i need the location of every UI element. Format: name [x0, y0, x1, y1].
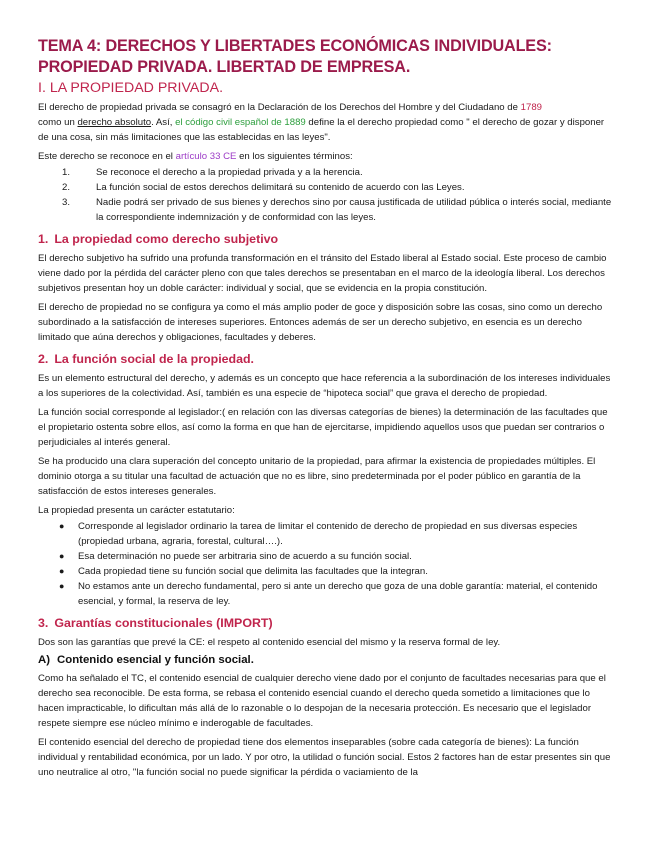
paragraph: Es un elemento estructural del derecho, y además es un concepto que hace referencia a la subordinación de los intereses individuales a los superiores de la colectividad. Así, también es una especie de “hipoteca social” que grava el derecho de propiedad. — [38, 373, 611, 399]
bullet-item: ● Cada propiedad tiene su función social que delimita las facultades que la integran. — [59, 566, 428, 577]
paragraph: El contenido esencial del derecho de propiedad tiene dos elementos inseparables (sobre cada categoría de bienes): La función individual y rentabilidad económica, por un lado. Y por otro, la utilidad o función social. Estos 2 factores han de estar presentes sin que uno neutralice al otro, "la función social no puede significar la pérdida o vaciamiento de la — [38, 737, 611, 778]
articulo-33-reference: artículo 33 CE — [175, 151, 237, 162]
document-title — [38, 36, 615, 78]
article-33-list — [38, 165, 615, 225]
paragraph: Como ha señalado el TC, el contenido esencial de cualquier derecho viene dado por el conjunto de facultades necesarias para que el derecho sea reconocible. De esta forma, se rebasa el contenido esencial cuando el derecho queda sometido a limitaciones que lo hacen impracticable, lo dificultan más allá de lo razonable o lo despojan de la necesaria protección. Es necesario que el legislador respete siempre ese núcleo mínimo e inderogable de facultades. — [38, 673, 606, 729]
subheading-garantias: 3. Garantías constitucionales (IMPORT) — [38, 616, 273, 630]
paragraph: La función social corresponde al legislador:( en relación con las diversas categorías de bienes) la determinación de las facultades que el propietario ostenta sobre ellos, así como la forma en que han de ejercitarse, impidiendo aquellos usos que puedan ser contrarios o perjudiciales al interés general. — [38, 407, 608, 448]
bullet-icon: ● — [59, 521, 65, 531]
reconoce-paragraph: Este derecho se reconoce en el artículo 33 CE en los siguientes términos: — [38, 151, 353, 162]
paragraph: El derecho subjetivo ha sufrido una profunda transformación en el tránsito del Estado liberal al Estado social. Este proceso de cambio viene dado por la pérdida del carácter pleno con que tales derechos se presentaban en el marco de la ideología liberal. Los derechos subjetivos presentan hoy un doble carácter: individual y social, que se evidencia en la propia constitución. — [38, 253, 607, 294]
subheading-funcion-social: 2. La función social de la propiedad. — [38, 352, 255, 366]
list-item: 2. La función social de estos derechos delimitará su contenido de acuerdo con las Leyes. — [62, 182, 465, 193]
subheading-contenido-esencial: A) Contenido esencial y función social. — [38, 654, 254, 666]
list-item: 3. Nadie podrá ser privado de sus bienes y derechos sino por causa justificada de utilidad pública o interés social, mediante la correspondiente indemnización y de conformidad con las leyes. — [62, 197, 612, 223]
bullet-item: ● Esa determinación no puede ser arbitraria sino de acuerdo a su función social. — [59, 551, 412, 562]
paragraph: Dos son las garantías que prevé la CE: el respeto al contenido esencial del mismo y la reserva formal de ley. — [38, 637, 501, 648]
title-line-2: PROPIEDAD PRIVADA. LIBERTAD DE EMPRESA. — [38, 58, 411, 76]
codigo-civil-reference: el código civil español de 1889 — [175, 117, 306, 128]
derecho-absoluto-term: derecho absoluto — [77, 117, 152, 128]
bullet-item: ● Corresponde al legislador ordinario la tarea de limitar el contenido de derecho de propiedad en sus diversas especies (propiedad urbana, agraria, forestal, cultural….). — [59, 521, 578, 547]
list-item: 1. Se reconoce el derecho a la propiedad privada y a la herencia. — [62, 167, 363, 178]
paragraph: Se ha producido una clara superación del concepto unitario de la propiedad, para afirmar la existencia de propiedades múltiples. El dominio otorga a su titular una facultad de actuación que no es libre, sino predeterminada por el poder público en garantía de la satisfacción de estos intereses generales. — [38, 456, 596, 497]
subheading-derecho-subjetivo: 1. La propiedad como derecho subjetivo — [38, 232, 279, 246]
bullet-item: ● No estamos ante un derecho fundamental, pero si ante un derecho que goza de una doble garantía: material, el contenido esencial, y formal, la reserva de ley. — [59, 581, 598, 607]
section-heading-propiedad-privada: I. LA PROPIEDAD PRIVADA. — [38, 80, 224, 96]
title-line-1: TEMA 4: DERECHOS Y LIBERTADES ECONÓMICAS INDIVIDUALES: — [38, 37, 552, 55]
year-1789: 1789 — [520, 102, 542, 113]
intro-paragraph: El derecho de propiedad privada se consagró en la Declaración de los Derechos del Hombre y del Ciudadano de 1789 como un derecho absoluto. Así, el código civil español de 1889 define la el derecho propiedad como " el derecho de gozar y disponer de una cosa, sin más limitaciones que las establecidas en las leyes". — [38, 102, 605, 143]
paragraph: El derecho de propiedad no se configura ya como el más amplio poder de goce y disposición sobre las cosas, sino como un derecho subordinado a la satisfacción de intereses superiores. Entonces además de ser un derecho subjetivo, en esencia es un derecho limitado que aúna derechos y obligaciones, facultades y deberes. — [38, 302, 603, 343]
bullet-icon: ● — [59, 581, 65, 591]
estatutario-bullet-list — [38, 519, 615, 609]
paragraph: La propiedad presenta un carácter estatutario: — [38, 505, 235, 516]
bullet-icon: ● — [59, 551, 65, 561]
bullet-icon: ● — [59, 566, 65, 576]
